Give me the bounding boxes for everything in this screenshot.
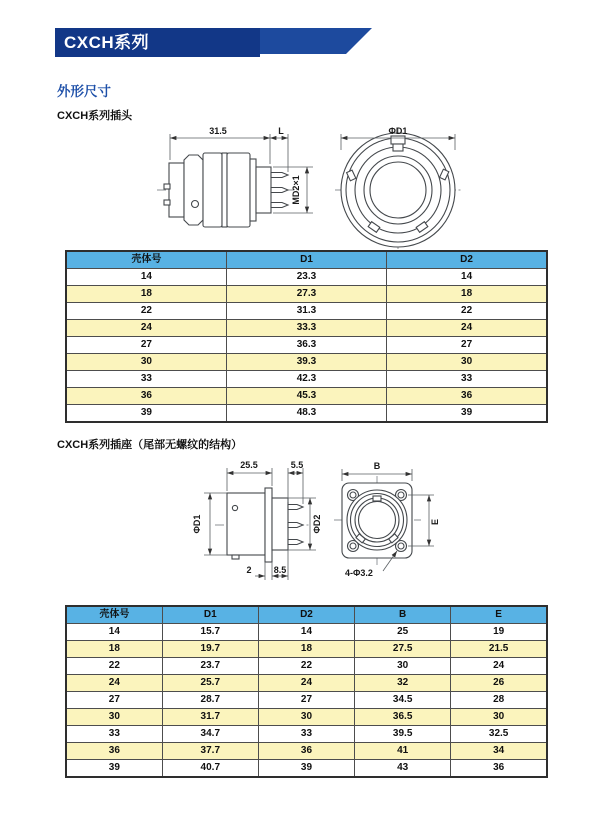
table-cell: 36 bbox=[387, 388, 547, 405]
table-row bbox=[66, 760, 547, 778]
table-cell: 36.3 bbox=[226, 337, 386, 354]
plug-section-label: CXCH系列插头 bbox=[57, 110, 133, 122]
table-row bbox=[66, 286, 547, 303]
column-header: D2 bbox=[258, 606, 354, 624]
plug-dim-contact-length: L bbox=[278, 126, 284, 136]
socket-dim-mounting-holes: 4-Φ3.2 bbox=[345, 568, 373, 578]
table-cell: 27 bbox=[66, 692, 162, 709]
table-row bbox=[66, 726, 547, 743]
table-cell: 28.7 bbox=[162, 692, 258, 709]
table-cell: 33 bbox=[387, 371, 547, 388]
table-cell: 48.3 bbox=[226, 405, 386, 423]
table-cell: 36.5 bbox=[355, 709, 451, 726]
table-cell: 25 bbox=[355, 624, 451, 641]
socket-dim-d1: ΦD1 bbox=[192, 514, 202, 534]
table-cell: 28 bbox=[451, 692, 547, 709]
table-cell: 33 bbox=[66, 726, 162, 743]
table-row bbox=[66, 692, 547, 709]
table-cell: 19.7 bbox=[162, 641, 258, 658]
table-cell: 15.7 bbox=[162, 624, 258, 641]
table-cell: 41 bbox=[355, 743, 451, 760]
table-cell: 14 bbox=[66, 624, 162, 641]
section-title: 外形尺寸 bbox=[57, 84, 111, 99]
plug-dim-thread: MD2×1 bbox=[291, 175, 301, 205]
column-header: 壳体号 bbox=[66, 606, 162, 624]
table-cell: 39 bbox=[66, 405, 226, 423]
table-cell: 24 bbox=[258, 675, 354, 692]
plug-dim-total-length: 31.5 bbox=[209, 126, 227, 136]
table-row bbox=[66, 641, 547, 658]
socket-dimension-drawing bbox=[185, 452, 480, 598]
table-row bbox=[66, 709, 547, 726]
table-cell: 30 bbox=[66, 709, 162, 726]
table-cell: 34.7 bbox=[162, 726, 258, 743]
plug-dimension-table bbox=[65, 250, 548, 423]
series-banner bbox=[55, 28, 372, 57]
table-cell: 24 bbox=[66, 320, 226, 337]
table-cell: 36 bbox=[66, 743, 162, 760]
table-row bbox=[66, 624, 547, 641]
table-cell: 23.7 bbox=[162, 658, 258, 675]
table-header-row bbox=[66, 606, 547, 624]
table-row bbox=[66, 658, 547, 675]
table-cell: 45.3 bbox=[226, 388, 386, 405]
table-cell: 14 bbox=[258, 624, 354, 641]
socket-section-label: CXCH系列插座（尾部无螺纹的结构） bbox=[57, 439, 243, 451]
table-cell: 39 bbox=[387, 405, 547, 423]
table-cell: 24 bbox=[451, 658, 547, 675]
table-cell: 14 bbox=[66, 269, 226, 286]
column-header: D2 bbox=[387, 251, 547, 269]
column-header: D1 bbox=[162, 606, 258, 624]
socket-dim-flange-thickness: 2 bbox=[246, 565, 252, 575]
table-cell: 31.7 bbox=[162, 709, 258, 726]
table-cell: 42.3 bbox=[226, 371, 386, 388]
table-row bbox=[66, 269, 547, 286]
table-cell: 27 bbox=[387, 337, 547, 354]
table-cell: 39.3 bbox=[226, 354, 386, 371]
table-cell: 27 bbox=[258, 692, 354, 709]
table-row bbox=[66, 675, 547, 692]
table-cell: 30 bbox=[355, 658, 451, 675]
table-row bbox=[66, 388, 547, 405]
table-cell: 33 bbox=[258, 726, 354, 743]
table-cell: 27.5 bbox=[355, 641, 451, 658]
table-cell: 40.7 bbox=[162, 760, 258, 778]
table-cell: 25.7 bbox=[162, 675, 258, 692]
table-cell: 27 bbox=[66, 337, 226, 354]
table-cell: 31.3 bbox=[226, 303, 386, 320]
table-cell: 32.5 bbox=[451, 726, 547, 743]
table-cell: 24 bbox=[66, 675, 162, 692]
table-cell: 34.5 bbox=[355, 692, 451, 709]
table-cell: 27.3 bbox=[226, 286, 386, 303]
table-row bbox=[66, 320, 547, 337]
column-header: D1 bbox=[226, 251, 386, 269]
socket-dim-tail-length: 8.5 bbox=[273, 565, 287, 575]
table-cell: 39 bbox=[258, 760, 354, 778]
table-cell: 36 bbox=[451, 760, 547, 778]
table-row bbox=[66, 303, 547, 320]
plug-dim-front-diameter: ΦD1 bbox=[388, 126, 408, 136]
table-cell: 37.7 bbox=[162, 743, 258, 760]
table-row bbox=[66, 354, 547, 371]
socket-dim-hole-spacing: E bbox=[430, 518, 440, 526]
table-cell: 22 bbox=[66, 658, 162, 675]
table-cell: 14 bbox=[387, 269, 547, 286]
table-cell: 18 bbox=[258, 641, 354, 658]
table-cell: 30 bbox=[258, 709, 354, 726]
table-cell: 33 bbox=[66, 371, 226, 388]
table-cell: 22 bbox=[66, 303, 226, 320]
table-cell: 30 bbox=[451, 709, 547, 726]
table-cell: 18 bbox=[66, 641, 162, 658]
table-cell: 22 bbox=[387, 303, 547, 320]
socket-dimension-table bbox=[65, 605, 548, 778]
column-header: 壳体号 bbox=[66, 251, 226, 269]
plug-dimension-drawing bbox=[85, 120, 470, 250]
table-cell: 18 bbox=[66, 286, 226, 303]
table-row bbox=[66, 337, 547, 354]
table-cell: 24 bbox=[387, 320, 547, 337]
table-cell: 36 bbox=[258, 743, 354, 760]
table-cell: 30 bbox=[66, 354, 226, 371]
table-row bbox=[66, 405, 547, 423]
table-cell: 26 bbox=[451, 675, 547, 692]
table-cell: 18 bbox=[387, 286, 547, 303]
table-cell: 32 bbox=[355, 675, 451, 692]
table-cell: 23.3 bbox=[226, 269, 386, 286]
table-cell: 39.5 bbox=[355, 726, 451, 743]
table-cell: 43 bbox=[355, 760, 451, 778]
page-title: CXCH系列 bbox=[55, 28, 260, 57]
socket-dim-body-length: 25.5 bbox=[240, 460, 258, 470]
table-cell: 21.5 bbox=[451, 641, 547, 658]
table-cell: 36 bbox=[66, 388, 226, 405]
socket-dim-flange-width: B bbox=[373, 461, 381, 471]
table-cell: 30 bbox=[387, 354, 547, 371]
table-cell: 19 bbox=[451, 624, 547, 641]
table-cell: 34 bbox=[451, 743, 547, 760]
table-cell: 33.3 bbox=[226, 320, 386, 337]
table-row bbox=[66, 743, 547, 760]
column-header: B bbox=[355, 606, 451, 624]
column-header: E bbox=[451, 606, 547, 624]
table-header-row bbox=[66, 251, 547, 269]
table-row bbox=[66, 371, 547, 388]
table-cell: 22 bbox=[258, 658, 354, 675]
socket-dim-pin-length: 5.5 bbox=[290, 460, 304, 470]
table-cell: 39 bbox=[66, 760, 162, 778]
socket-dim-d2: ΦD2 bbox=[312, 514, 322, 534]
